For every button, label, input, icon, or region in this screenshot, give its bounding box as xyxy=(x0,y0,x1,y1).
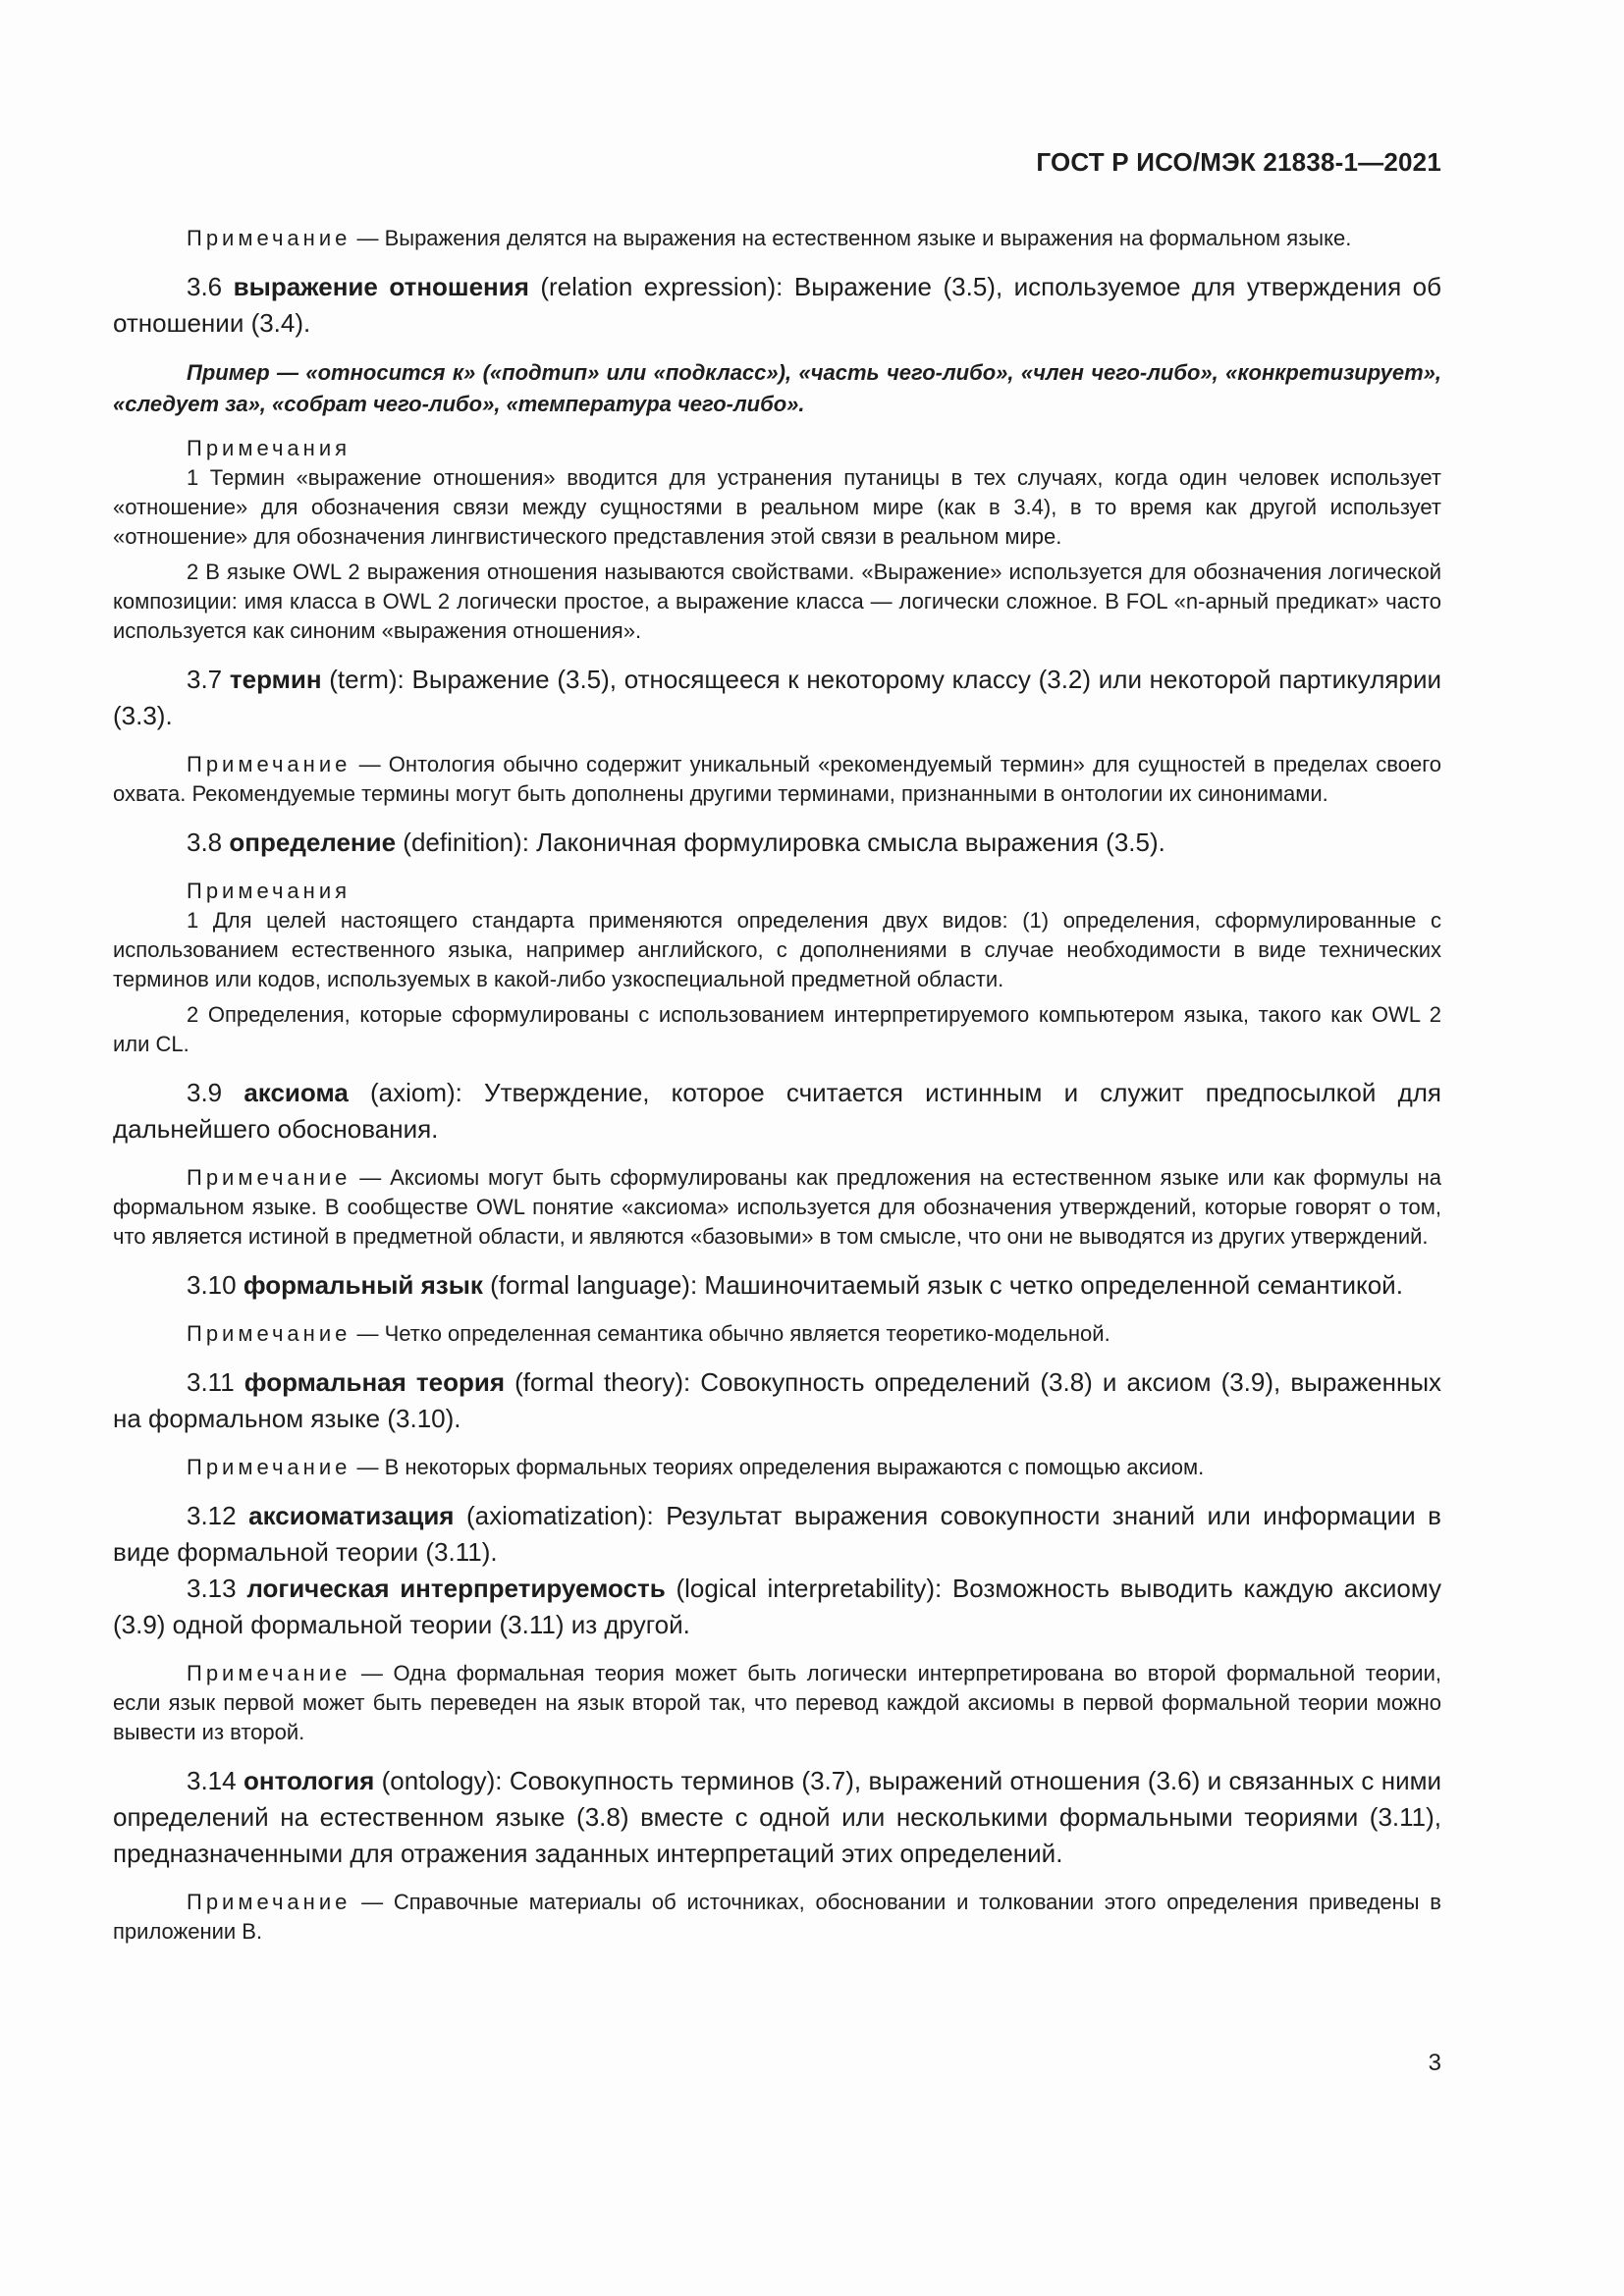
note-label: Примечание xyxy=(187,1321,352,1346)
note-text: — Выражения делятся на выражения на естественном языке и выражения на формальном языке. xyxy=(356,226,1352,250)
term-definition: (formal theory): Совокупность определений (3.8) и аксиом (3.9), выраженных на формальном языке (3.10). xyxy=(113,1367,1442,1433)
term-number: 3.13 xyxy=(187,1574,237,1603)
notes-heading-3-6: Примечания xyxy=(187,436,352,460)
term-name: формальный язык xyxy=(243,1270,483,1300)
term-number: 3.8 xyxy=(187,828,223,857)
term-definition: (definition): Лаконичная формулировка смысла выражения (3.5). xyxy=(396,828,1165,857)
term-definition: (formal language): Машиночитаемый язык с четко определенной семантикой. xyxy=(482,1270,1403,1300)
term-definition: (term): Выражение (3.5), относящееся к некоторому классу (3.2) или некоторой партикулярии (3.3). xyxy=(113,665,1441,730)
term-definition: (ontology): Совокупность терминов (3.7), выражений отношения (3.6) и связанных с ними определений на естественном языке (3.8) вместе с одной или несколькими формальными теориями (3.11), предназначенными для отражения заданных интерпретаций этих определений. xyxy=(113,1766,1441,1868)
term-name: аксиома xyxy=(244,1078,349,1107)
note-label: Примечание xyxy=(187,752,352,776)
notes-heading-3-8: Примечания xyxy=(187,879,352,903)
term-3-11 xyxy=(113,1364,1441,1437)
note-3-7 xyxy=(113,750,1441,809)
note-text: — В некоторых формальных теориях определения выражаются с помощью аксиом. xyxy=(356,1455,1205,1479)
term-3-14 xyxy=(113,1763,1441,1872)
note-3-14 xyxy=(113,1888,1441,1947)
page-number: 3 xyxy=(1428,2050,1441,2076)
example-3-6: Пример — «относится к» («подтип» или «подкласс»), «часть чего-либо», «член чего-либо», «конкретизирует», «следует за», «собрат чего-либо», «температура чего-либо». xyxy=(113,360,1441,416)
term-name: логическая интерпретируемость xyxy=(246,1574,666,1603)
note-label: Примечание xyxy=(187,1890,352,1914)
note-3-8-1: 1 Для целей настоящего стандарта применяются определения двух видов: (1) определения, сформулированные с использованием естественного языка, например английского, с дополнениями в случае необходимости в виде технических терминов или кодов, используемых в какой-либо узкоспециальной предметной области. xyxy=(113,908,1441,991)
note-label: Примечание xyxy=(187,1165,352,1190)
page-content xyxy=(113,224,1441,1947)
term-number: 3.14 xyxy=(187,1766,237,1795)
note-intro xyxy=(113,224,1441,253)
term-3-6 xyxy=(113,269,1441,342)
note-3-9 xyxy=(113,1163,1441,1252)
note-label: Примечание xyxy=(187,1661,352,1685)
term-3-13 xyxy=(113,1571,1441,1643)
term-number: 3.6 xyxy=(187,272,223,301)
note-text: — Четко определенная семантика обычно является теоретико-модельной. xyxy=(356,1321,1110,1346)
term-3-10 xyxy=(113,1267,1441,1304)
note-3-13 xyxy=(113,1659,1441,1747)
term-name: аксиоматизация xyxy=(248,1501,455,1530)
note-3-6-2: 2 В языке OWL 2 выражения отношения называются свойствами. «Выражение» используется для обозначения логической композиции: имя класса в OWL 2 логически простое, а выражение класса — логически сложное. В FOL «n-арный предикат» часто используется как синоним «выражения отношения». xyxy=(113,560,1441,643)
note-text: — Одна формальная теория может быть логически интерпретирована во второй формальной теории, если язык первой может быть переведен на язык второй так, что перевод каждой аксиомы в первой формальной теории можно вывести из второй. xyxy=(113,1661,1441,1744)
term-name: онтология xyxy=(244,1766,375,1795)
note-3-11 xyxy=(113,1453,1441,1482)
term-name: формальная теория xyxy=(244,1367,505,1397)
note-3-10 xyxy=(113,1319,1441,1349)
term-definition: (logical interpretability): Возможность выводить каждую аксиому (3.9) одной формальной теории (3.11) из другой. xyxy=(113,1574,1441,1639)
term-3-12 xyxy=(113,1498,1441,1571)
term-number: 3.10 xyxy=(187,1270,237,1300)
term-definition: (axiom): Утверждение, которое считается истинным и служит предпосылкой для дальнейшего обоснования. xyxy=(113,1078,1441,1144)
term-definition: (axiomatization): Результат выражения совокупности знаний или информации в виде формальной теории (3.11). xyxy=(113,1501,1441,1567)
note-label: Примечание xyxy=(187,1455,352,1479)
note-3-6-1: 1 Термин «выражение отношения» вводится для устранения путаницы в тех случаях, когда один человек использует «отношение» для обозначения связи между сущностями в реальном мире (как в 3.4), в то время как другой использует «отношение» для обозначения лингвистического представления этой связи в реальном мире. xyxy=(113,465,1441,549)
note-label: Примечание xyxy=(187,226,352,250)
term-name: термин xyxy=(229,665,322,694)
term-number: 3.12 xyxy=(187,1501,237,1530)
term-number: 3.9 xyxy=(187,1078,223,1107)
term-definition: (relation expression): Выражение (3.5), используемое для утверждения об отношении (3.4). xyxy=(113,272,1441,338)
term-name: выражение отношения xyxy=(233,272,529,301)
note-text: — Справочные материалы об источниках, обосновании и толковании этого определения приведены в приложении В. xyxy=(113,1890,1441,1944)
note-3-8-2: 2 Определения, которые сформулированы с использованием интерпретируемого компьютером языка, такого как OWL 2 или CL. xyxy=(113,1002,1441,1056)
term-name: определение xyxy=(229,828,397,857)
term-3-9 xyxy=(113,1075,1441,1148)
note-text: — Аксиомы могут быть сформулированы как предложения на естественном языке или как формулы на формальном языке. В сообществе OWL понятие «аксиома» используется для обозначения утверждений, которые говорят о том, что является истиной в предметной области, и являются «базовыми» в том смысле, что они не выводятся из других утверждений. xyxy=(113,1165,1441,1249)
term-number: 3.7 xyxy=(187,665,223,694)
term-3-8 xyxy=(113,825,1441,861)
term-number: 3.11 xyxy=(187,1367,235,1397)
note-text: — Онтология обычно содержит уникальный «рекомендуемый термин» для сущностей в пределах своего охвата. Рекомендуемые термины могут быть дополнены другими терминами, признанными в онтологии их синонимами. xyxy=(113,752,1441,806)
term-3-7 xyxy=(113,662,1441,734)
standard-header: ГОСТ Р ИСО/МЭК 21838-1—2021 xyxy=(1036,147,1441,177)
